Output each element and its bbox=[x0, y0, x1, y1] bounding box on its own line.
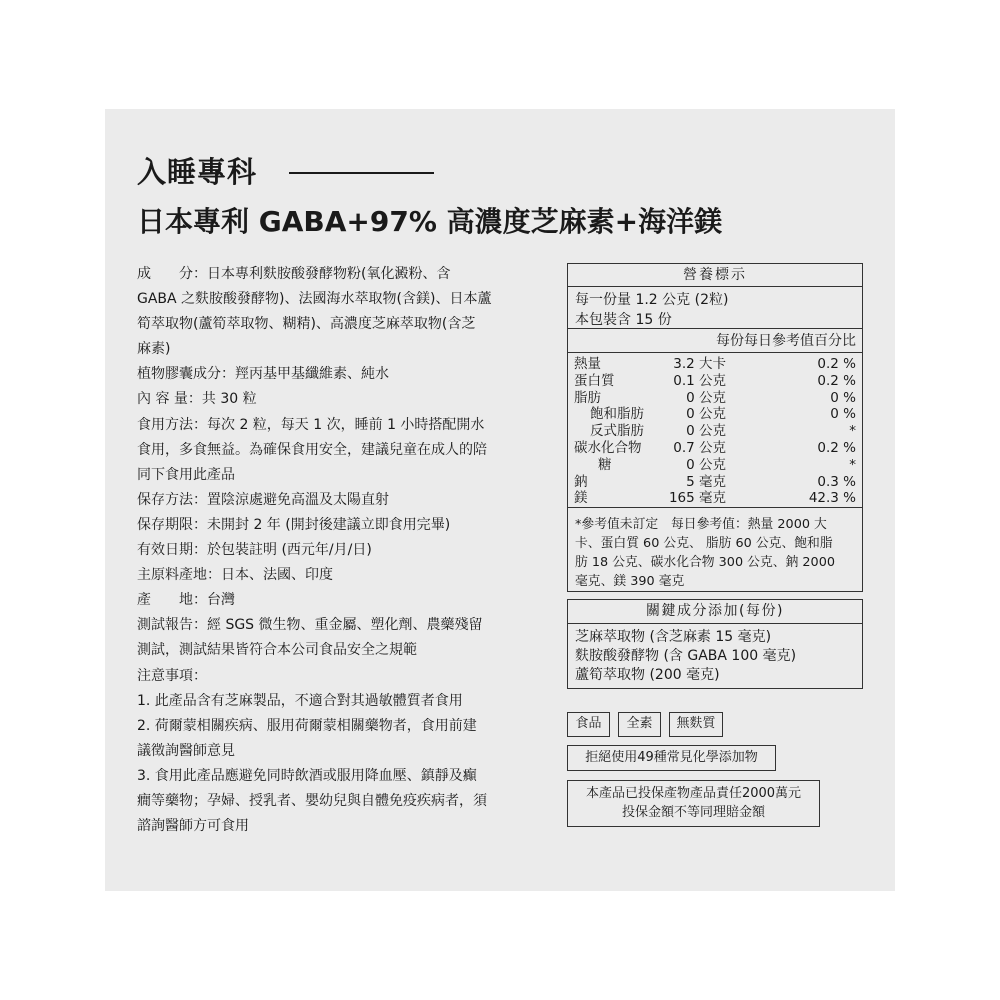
nutrient-name: 鈉 bbox=[574, 473, 588, 490]
nutrient-amount: 0 公克 bbox=[686, 423, 726, 440]
key-ingredient: 麩胺酸發酵物 (含 GABA 100 毫克) bbox=[575, 648, 797, 664]
daily-value-header: 每份每日參考值百分比 bbox=[568, 328, 862, 353]
note-line: 肪 18 公克、碳水化合物 300 公克、鈉 2000 bbox=[575, 555, 835, 570]
detail-line: 產 地：台灣 bbox=[137, 592, 235, 609]
detail-line: 保存方法：置陰涼處避免高溫及太陽直射 bbox=[137, 491, 389, 508]
key-ingredients-title: 關鍵成分添加(每份) bbox=[568, 600, 862, 624]
nutrient-daily-percent: 0.2 % bbox=[817, 372, 856, 389]
serving-info bbox=[568, 287, 862, 330]
product-badge: 全素 bbox=[618, 712, 661, 737]
product-subtitle: 日本專利 GABA+97% 高濃度芝麻素+海洋鎂 bbox=[137, 205, 723, 238]
daily-reference-note bbox=[575, 515, 858, 591]
key-ingredients-box bbox=[567, 599, 863, 689]
no-additives-badge: 拒絕使用49種常見化學添加物 bbox=[567, 745, 776, 771]
detail-line: 3. 食用此產品應避免同時飲酒或服用降血壓、鎮靜及癲 bbox=[137, 767, 477, 784]
product-details bbox=[137, 262, 557, 839]
insurance-line: 本產品已投保產物產品責任2000萬元 bbox=[585, 786, 802, 801]
nutrition-row bbox=[568, 457, 862, 474]
detail-line: 癇等藥物；孕婦、授乳者、嬰幼兒與自體免疫疾病者，須 bbox=[137, 792, 487, 809]
nutrition-row bbox=[568, 356, 862, 373]
detail-line: 筍萃取物(蘆筍萃取物、糊精)、高濃度芝麻萃取物(含芝 bbox=[137, 316, 476, 333]
detail-line: 議徵詢醫師意見 bbox=[137, 742, 235, 759]
detail-line: 2. 荷爾蒙相關疾病、服用荷爾蒙相關藥物者，食用前建 bbox=[137, 717, 477, 734]
note-line: *參考值未訂定 每日參考值：熱量 2000 大 bbox=[575, 517, 827, 532]
nutrient-daily-percent: 0 % bbox=[830, 406, 856, 423]
detail-line: 成 分：日本專利麩胺酸發酵物粉(氧化澱粉、含 bbox=[137, 266, 451, 282]
nutrition-row bbox=[568, 406, 862, 423]
nutrient-daily-percent: * bbox=[849, 423, 856, 440]
detail-line: 有效日期：於包裝註明 (西元年/月/日) bbox=[137, 542, 372, 559]
nutrient-name: 鎂 bbox=[574, 490, 588, 507]
nutrient-daily-percent: 0.3 % bbox=[817, 473, 856, 490]
detail-line: 食用，多食無益。為確保食用安全，建議兒童在成人的陪 bbox=[137, 441, 487, 458]
nutrient-amount: 0.7 公克 bbox=[673, 439, 726, 456]
nutrition-title: 營養標示 bbox=[568, 264, 862, 287]
detail-line: 保存期限：未開封 2 年 (開封後建議立即食用完畢) bbox=[137, 516, 451, 533]
nutrient-amount: 5 毫克 bbox=[686, 473, 726, 490]
title-divider bbox=[289, 172, 434, 174]
nutrient-name: 脂肪 bbox=[574, 389, 601, 406]
detail-line: GABA 之麩胺酸發酵物)、法國海水萃取物(含鎂)、日本蘆 bbox=[137, 291, 492, 308]
nutrient-amount: 3.2 大卡 bbox=[673, 356, 726, 372]
detail-line: 諮詢醫師方可食用 bbox=[137, 818, 249, 835]
key-ingredient: 芝麻萃取物 (含芝麻素 15 毫克) bbox=[575, 629, 772, 645]
product-title: 入睡專科 bbox=[137, 155, 258, 189]
nutrient-daily-percent: * bbox=[849, 456, 856, 473]
nutrition-divider bbox=[568, 507, 862, 508]
detail-line: 測試報告：經 SGS 微生物、重金屬、塑化劑、農藥殘留 bbox=[137, 617, 483, 634]
nutrient-daily-percent: 0.2 % bbox=[817, 439, 856, 456]
nutrient-amount: 0 公克 bbox=[686, 406, 726, 423]
nutrition-row bbox=[568, 474, 862, 491]
detail-line: 主原料產地：日本、法國、印度 bbox=[137, 567, 333, 584]
nutrition-row bbox=[568, 373, 862, 390]
detail-line: 測試，測試結果皆符合本公司食品安全之規範 bbox=[137, 642, 417, 659]
nutrient-name: 反式脂肪 bbox=[590, 423, 644, 440]
nutrition-row bbox=[568, 390, 862, 407]
nutrient-name: 碳水化合物 bbox=[574, 439, 642, 456]
servings-per-pack: 本包裝含 15 份 bbox=[575, 311, 672, 328]
nutrient-amount: 0.1 公克 bbox=[673, 372, 726, 389]
nutrition-row bbox=[568, 490, 862, 507]
insurance-line: 投保金額不等同理賠金額 bbox=[621, 805, 765, 820]
nutrient-amount: 0 公克 bbox=[686, 456, 726, 473]
detail-line: 同下食用此產品 bbox=[137, 466, 235, 483]
insurance-badge bbox=[567, 780, 820, 827]
nutrient-daily-percent: 0.2 % bbox=[817, 356, 856, 372]
note-line: 毫克、鎂 390 毫克 bbox=[575, 574, 685, 589]
detail-line: 內 容 量：共 30 粒 bbox=[137, 391, 257, 408]
nutrition-row bbox=[568, 423, 862, 440]
nutrition-row bbox=[568, 440, 862, 457]
nutrient-amount: 0 公克 bbox=[686, 389, 726, 406]
product-badge: 食品 bbox=[567, 712, 610, 737]
nutrient-amount: 165 毫克 bbox=[668, 490, 726, 507]
key-ingredient: 蘆筍萃取物 (200 毫克) bbox=[575, 667, 720, 683]
nutrient-name: 蛋白質 bbox=[574, 372, 615, 389]
nutrition-facts-box bbox=[567, 263, 863, 592]
nutrient-daily-percent: 0 % bbox=[830, 389, 856, 406]
detail-line: 植物膠囊成分：羥丙基甲基纖維素、純水 bbox=[137, 366, 389, 383]
nutrient-name: 熱量 bbox=[574, 356, 601, 372]
key-ingredients-list bbox=[568, 624, 862, 685]
detail-line: 注意事項： bbox=[137, 667, 207, 684]
product-badge: 無麩質 bbox=[669, 712, 723, 737]
detail-line: 食用方法：每次 2 粒，每天 1 次，睡前 1 小時搭配開水 bbox=[137, 416, 485, 433]
detail-line: 1. 此產品含有芝麻製品，不適合對其過敏體質者食用 bbox=[137, 692, 463, 709]
note-line: 卡、蛋白質 60 公克、 脂肪 60 公克、飽和脂 bbox=[575, 536, 833, 551]
detail-line: 麻素) bbox=[137, 341, 171, 358]
nutrition-rows bbox=[568, 356, 862, 507]
nutrient-name: 飽和脂肪 bbox=[590, 406, 644, 423]
serving-size: 每一份量 1.2 公克 (2粒) bbox=[575, 292, 729, 308]
nutrient-name: 糖 bbox=[598, 456, 612, 473]
nutrient-daily-percent: 42.3 % bbox=[808, 490, 856, 507]
